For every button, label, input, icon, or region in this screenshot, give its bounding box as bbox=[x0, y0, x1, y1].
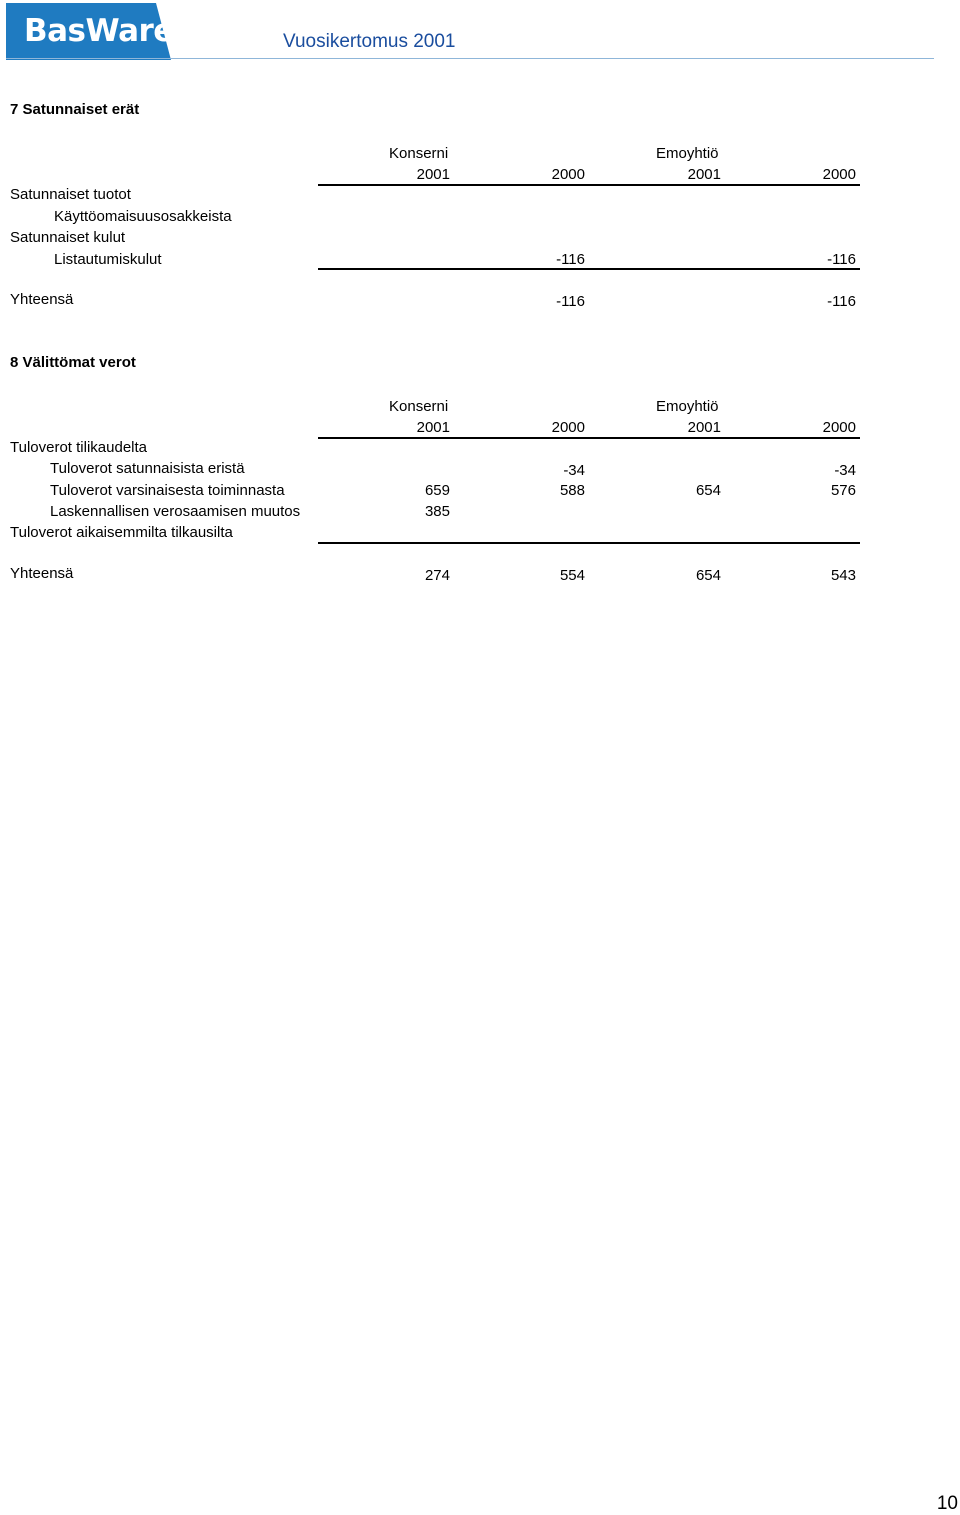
s8-cell: -34 bbox=[834, 462, 856, 479]
logo-text: BasWare bbox=[24, 13, 174, 49]
page-number: 10 bbox=[936, 1493, 958, 1514]
s8-row-label: Tuloverot tilikaudelta bbox=[10, 439, 148, 456]
s8-total-cell: 274 bbox=[424, 567, 450, 584]
s8-cell: 659 bbox=[424, 482, 450, 499]
s8-cell: -34 bbox=[563, 462, 585, 479]
s7-year-emoyhtio-2001: 2001 bbox=[687, 166, 721, 183]
s7-year-konserni-2000: 2000 bbox=[551, 166, 585, 183]
section-7-title: 7 Satunnaiset erät bbox=[10, 101, 140, 118]
header-divider bbox=[6, 58, 934, 59]
s7-group-konserni: Konserni bbox=[389, 145, 449, 162]
s7-header-rule bbox=[318, 184, 860, 186]
s7-row-label: Satunnaiset kulut bbox=[10, 229, 126, 246]
s8-row-label: Tuloverot varsinaisesta toiminnasta bbox=[50, 482, 285, 499]
s7-total-cell: -116 bbox=[556, 293, 585, 310]
s7-cell: -116 bbox=[556, 251, 585, 268]
s8-total-cell: 543 bbox=[830, 567, 856, 584]
basware-logo bbox=[6, 3, 174, 60]
s8-group-emoyhtio: Emoyhtiö bbox=[656, 398, 719, 415]
s7-row-label: Satunnaiset tuotot bbox=[10, 186, 131, 203]
s7-row-label: Listautumiskulut bbox=[54, 251, 162, 268]
document-title: Vuosikertomus 2001 bbox=[283, 31, 456, 52]
s8-cell: 385 bbox=[424, 503, 450, 520]
s7-total-cell: -116 bbox=[827, 293, 856, 310]
s7-group-emoyhtio: Emoyhtiö bbox=[656, 145, 719, 162]
s8-cell: 588 bbox=[559, 482, 585, 499]
s8-total-rule bbox=[318, 542, 860, 544]
s7-year-emoyhtio-2000: 2000 bbox=[822, 166, 856, 183]
s7-year-konserni-2001: 2001 bbox=[416, 166, 450, 183]
s7-total-label: Yhteensä bbox=[10, 291, 74, 308]
s7-cell: -116 bbox=[827, 251, 856, 268]
s8-year-emoyhtio-2000: 2000 bbox=[822, 419, 856, 436]
s8-row-label: Tuloverot satunnaisista eristä bbox=[50, 460, 245, 477]
s7-row-label: Käyttöomaisuusosakkeista bbox=[54, 208, 232, 225]
s8-total-cell: 554 bbox=[559, 567, 585, 584]
s8-header-rule bbox=[318, 437, 860, 439]
s8-total-cell: 654 bbox=[695, 567, 721, 584]
s8-row-label: Laskennallisen verosaamisen muutos bbox=[50, 503, 301, 520]
s7-total-rule bbox=[318, 268, 860, 270]
s8-year-konserni-2000: 2000 bbox=[551, 419, 585, 436]
s8-year-emoyhtio-2001: 2001 bbox=[687, 419, 721, 436]
s8-row-label: Tuloverot aikaisemmilta tilkausilta bbox=[10, 524, 233, 541]
s8-group-konserni: Konserni bbox=[389, 398, 449, 415]
s8-year-konserni-2001: 2001 bbox=[416, 419, 450, 436]
s8-cell: 654 bbox=[695, 482, 721, 499]
s8-total-label: Yhteensä bbox=[10, 565, 74, 582]
s8-cell: 576 bbox=[830, 482, 856, 499]
section-8-title: 8 Välittömat verot bbox=[10, 354, 136, 371]
